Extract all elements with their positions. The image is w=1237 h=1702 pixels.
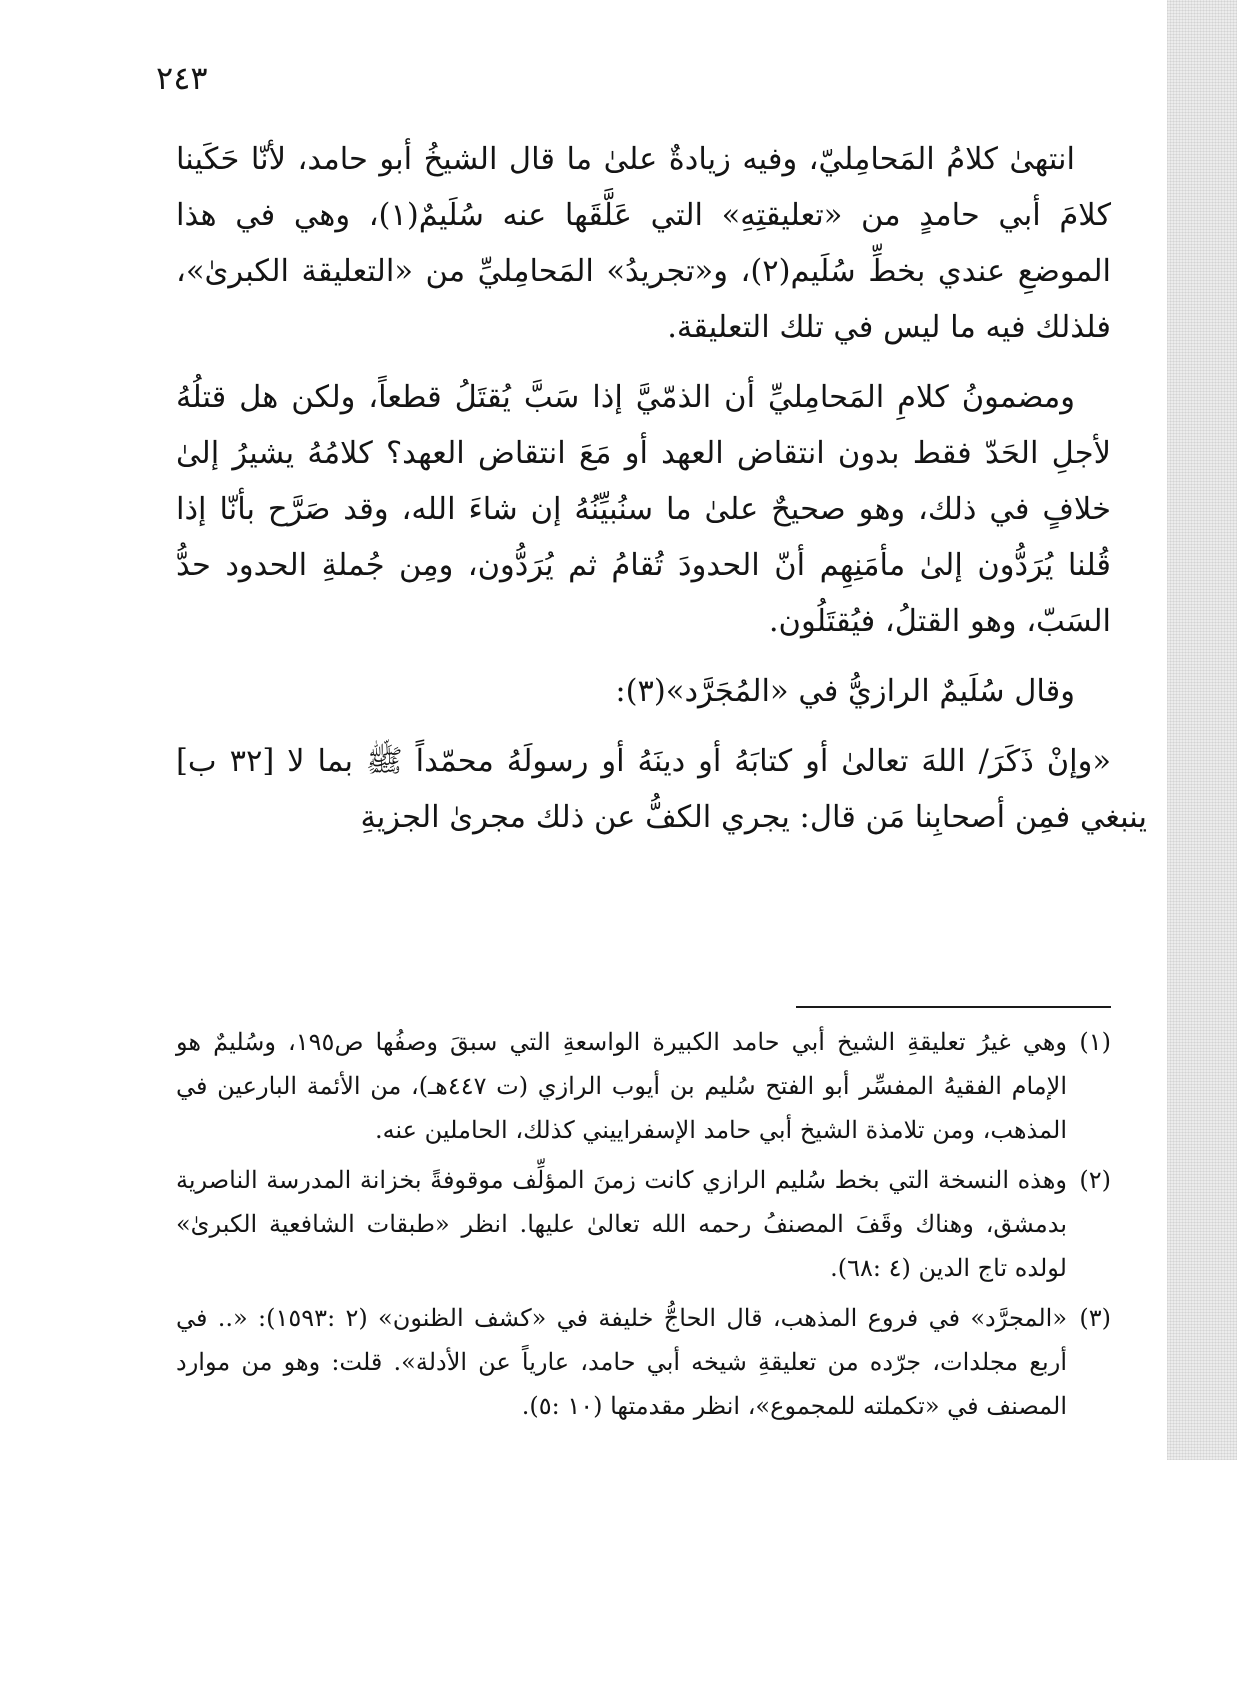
footnote-separator — [796, 1006, 1111, 1008]
footnote-3-text: «المجرَّد» في فروع المذهب، قال الحاجُّ خليفة في «كشف الظنون» (٢ :١٥٩٣): «.. في أربع مجلدات، جرّده من تعليقةِ شيخه أبي حامد، عارياً عن الأدلة». قلت: وهو من موارد المصنف في «تكملته للمجموع»، انظر مقدمتها (١٠ :٥). — [176, 1304, 1068, 1420]
footnote-1 — [176, 1020, 1111, 1152]
paragraph-3: وقال سُلَيمٌ الرازيُّ في «المُجَرَّد»(٣): — [615, 674, 1075, 709]
paragraph-4-quote: «وإنْ ذَكَرَ/ اللهَ تعالىٰ أو كتابَهُ أو دينَهُ أو رسولَهُ محمّداً ﷺ بما لا [٣٢ ب] ينبغي فمِن أصحابِنا مَن قال: يجري الكفُّ عن ذلك مجرىٰ الجزيةِ — [176, 744, 1147, 835]
paragraph-1: انتهىٰ كلامُ المَحامِليّ، وفيه زيادةٌ علىٰ ما قال الشيخُ أبو حامد، لأنّا حَكَينا كلامَ أبي حامدٍ من «تعليقتِهِ» التي عَلَّقَها عنه سُلَيمٌ(١)، وهي في هذا الموضعِ عندي بخطِّ سُلَيم(٢)، و«تجريدُ» المَحامِليِّ من «التعليقة الكبرىٰ»، فلذلك فيه ما ليس في تلك التعليقة. — [176, 142, 1111, 345]
footnote-1-marker: (١) — [1079, 1028, 1111, 1056]
footnote-3 — [176, 1296, 1111, 1428]
footnotes — [176, 1020, 1111, 1434]
paragraph-2: ومضمونُ كلامِ المَحامِليِّ أن الذمّيَّ إذا سَبَّ يُقتَلُ قطعاً، ولكن هل قتلُهُ لأجلِ الحَدّ فقط بدون انتقاض العهد أو مَعَ انتقاض العهد؟ كلامُهُ يشيرُ إلىٰ خلافٍ في ذلك، وهو صحيحٌ علىٰ ما سنُبيِّنُهُ إن شاءَ الله، وقد صَرَّح بأنّا إذا قُلنا يُرَدُّون إلىٰ مأمَنِهِم أنّ الحدودَ تُقامُ ثم يُرَدُّون، ومِن جُملةِ الحدود حدُّ السَبّ، وهو القتلُ، فيُقتَلُون. — [176, 380, 1111, 639]
footnote-2 — [176, 1158, 1111, 1290]
main-text — [176, 132, 1147, 860]
footnote-2-marker: (٢) — [1079, 1166, 1111, 1194]
footnote-2-text: وهذه النسخة التي بخط سُليم الرازي كانت زمنَ المؤلِّف موقوفةً بخزانة المدرسة الناصرية بدمشق، وهناك وقَفَ المصنفُ رحمه الله تعالىٰ عليها. انظر «طبقات الشافعية الكبرىٰ» لولده تاج الدين (٤ :٦٨). — [176, 1166, 1067, 1282]
page-number: ٢٤٣ — [156, 59, 208, 97]
scan-edge-shading — [1167, 0, 1237, 1460]
footnote-3-marker: (٣) — [1079, 1304, 1111, 1332]
footnote-1-text: وهي غيرُ تعليقةِ الشيخ أبي حامد الكبيرة الواسعةِ التي سبقَ وصفُها ص١٩٥، وسُليمٌ هو الإمام الفقيهُ المفسِّر أبو الفتح سُليم بن أيوب الرازي (ت ٤٤٧هـ)، من الأئمة البارعين في المذهب، ومن تلامذة الشيخ أبي حامد الإسفراييني كذلك، الحاملين عنه. — [176, 1028, 1068, 1144]
